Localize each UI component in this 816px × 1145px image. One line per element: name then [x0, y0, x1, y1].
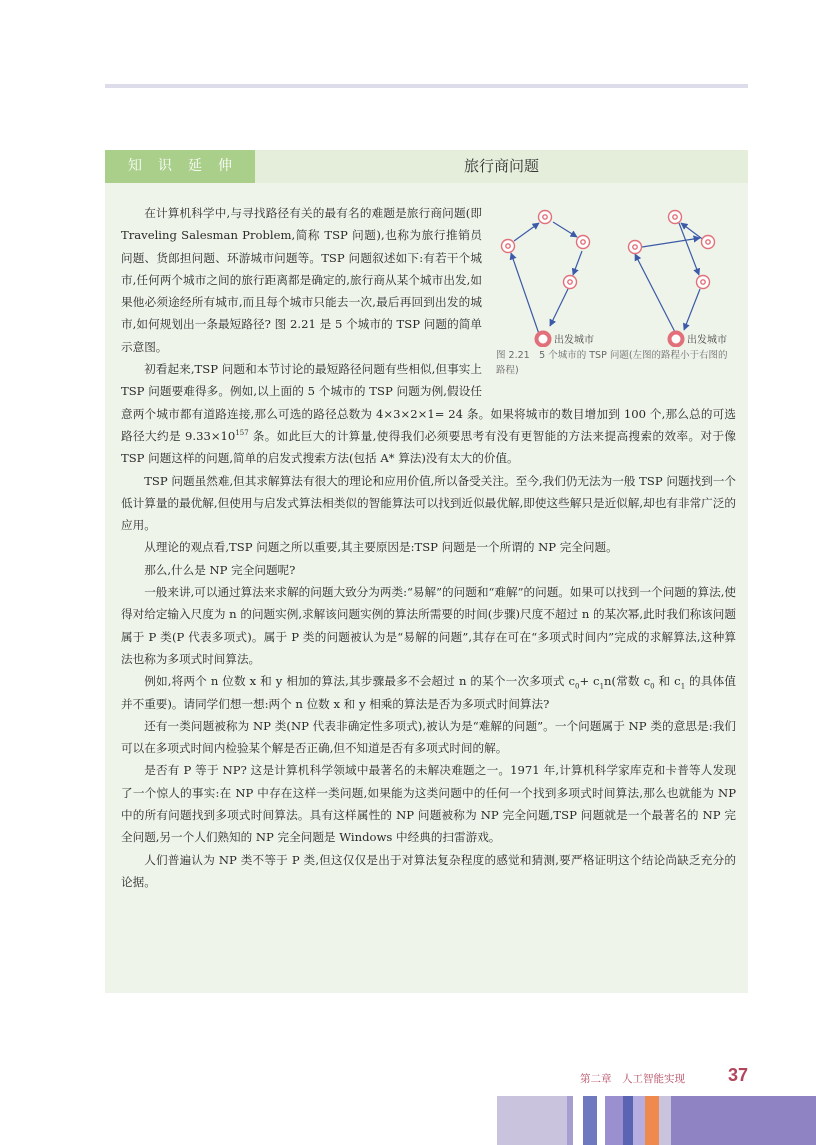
paragraph-part: 条。如此巨大的计算量,使得我们必须要思考有没有更智能的方法来提高搜索的效率。对于像 TSP 问题这样的问题,简单的启发式搜索方法(包括 A* 算法)没有太大的价值。 [121, 428, 737, 466]
paragraph-part: + c [579, 674, 600, 689]
subscript: 1 [599, 682, 605, 691]
paragraph: 那么,什么是 NP 完全问题呢? [144, 562, 296, 577]
paragraph-part: n(常数 c [604, 674, 651, 689]
figure-caption: 图 2.21 5 个城市的 TSP 问题(左图的路程小于右图的路程) [496, 350, 728, 376]
box-title: 旅行商问题 [463, 157, 539, 175]
box-header [105, 150, 748, 183]
start-city-left [537, 333, 550, 346]
subscript: 0 [650, 682, 655, 691]
start-label-left: 出发城市 [554, 335, 594, 346]
article-body [121, 202, 736, 893]
paragraph: 人们普遍认为 NP 类不等于 P 类,但这仅仅是出于对算法复杂程度的感觉和猜测,要严格证明这个结论尚缺乏充分的论据。 [121, 852, 736, 889]
start-city-right [670, 333, 683, 346]
knowledge-extension-box [105, 150, 748, 993]
paragraph: TSP 问题虽然难,但其求解算法有很大的理论和应用价值,所以备受关注。至今,我们仍无法为一般 TSP 问题找到一个低计算量的最优解,但使用与启发式算法相类似的智能算法可以找到近似最优解,即使这些解只是近似解,却也有非常广泛的应用。 [121, 473, 736, 533]
subscript: 0 [575, 682, 580, 691]
start-label-right: 出发城市 [687, 335, 727, 346]
right-route [635, 223, 705, 334]
paragraph: 是否有 P 等于 NP? 这是计算机科学领域中最著名的未解决难题之一。1971 年,计算机科学家库克和卡普等人发现了一个惊人的事实:在 NP 中存在这样一类问题,如果能为这类问题中的任何一个找到多项式时间算法,那么也就能为 NP 中的所有问题找到多项式时间算法。具有这样属性的 NP 问题被称为 NP 完全问题,TSP 问题就是一个最著名的 NP 完全问题,另一个人们熟知的 NP 完全问题是 Windows 中经典的扫雷游戏。 [121, 763, 736, 845]
paragraph: 从理论的观点看,TSP 问题之所以重要,其主要原因是:TSP 问题是一个所谓的 NP 完全问题。 [144, 540, 618, 555]
chapter-title: 第二章 人工智能实现 [580, 1073, 685, 1085]
paragraph-part: 和 c [654, 674, 681, 689]
paragraph [121, 670, 736, 715]
paragraph-part: 的具体值并不重要)。请同学们想一想:两个 n 位数 x 和 y 相乘的算法是否为多项式时间算法? [121, 674, 736, 711]
paragraph: 还有一类问题被称为 NP 类(NP 代表非确定性多项式),被认为是“难解的问题”。一个问题属于 NP 类的意思是:我们可以在多项式时间内检验某个解是否正确,但不知道是否有多项式时间的解。 [121, 718, 736, 756]
tsp-diagram [496, 202, 736, 347]
paragraph-part: 初看起来,TSP 问题和本节讨论的最短路径问题有些相似,但事实上 TSP 问题要难得多。例如,以上面的 5 个城市的 TSP 问题为例,假设任意两个城市都有道路连接,那么可选的路径总数为 4×3×2×1= 24 条。如果将城市的数目增加到 100 个,那么总的可选路径大约是 9.33×10 [121, 362, 736, 443]
paragraph: 一般来讲,可以通过算法来求解的问题大致分为两类:“易解”的问题和“难解”的问题。如果可以找到一个问题的算法,使得对给定输入尺度为 n 的问题实例,求解该问题实例的算法所需要的时间(步骤)尺度不超过 n 的某次幂,此时我们称该问题属于 P 类(P 代表多项式)。属于 P 类的问题被认为是“易解的问题”,其存在可在“多项式时间内”完成的求解算法,这种算法也称为多项式时间算法。 [121, 585, 736, 666]
sidebar-label: 知识延伸 [128, 158, 248, 174]
paragraph-part: 例如,将两个 n 位数 x 和 y 相加的算法,其步骤最多不会超过 n 的某个一次多项式 c [144, 674, 575, 689]
top-rule [105, 84, 748, 88]
exponent: 157 [235, 429, 249, 438]
left-cities [502, 211, 590, 289]
right-cities [629, 211, 715, 289]
page-number: 37 [728, 1065, 749, 1085]
paragraph: 在计算机科学中,与寻找路径有关的最有名的难题是旅行商问题(即 Traveling Salesman Problem,简称 TSP 问题),也称为旅行推销员问题、货郎担问题、环游城市问题等。TSP 问题叙述如下:有若干个城市,任何两个城市之间的旅行距离都是确定的,旅行商从某个城市出发,如果他必须途经所有城市,而且每个城市只能去一次,最后再回到出发的城市,如何规划出一条最短路径? 图 2.21 是 5 个城市的 TSP 问题的简单示意图。 [121, 206, 482, 354]
subscript: 1 [680, 682, 686, 691]
tsp-figure [496, 202, 736, 384]
decorative-color-strips [497, 1096, 816, 1145]
